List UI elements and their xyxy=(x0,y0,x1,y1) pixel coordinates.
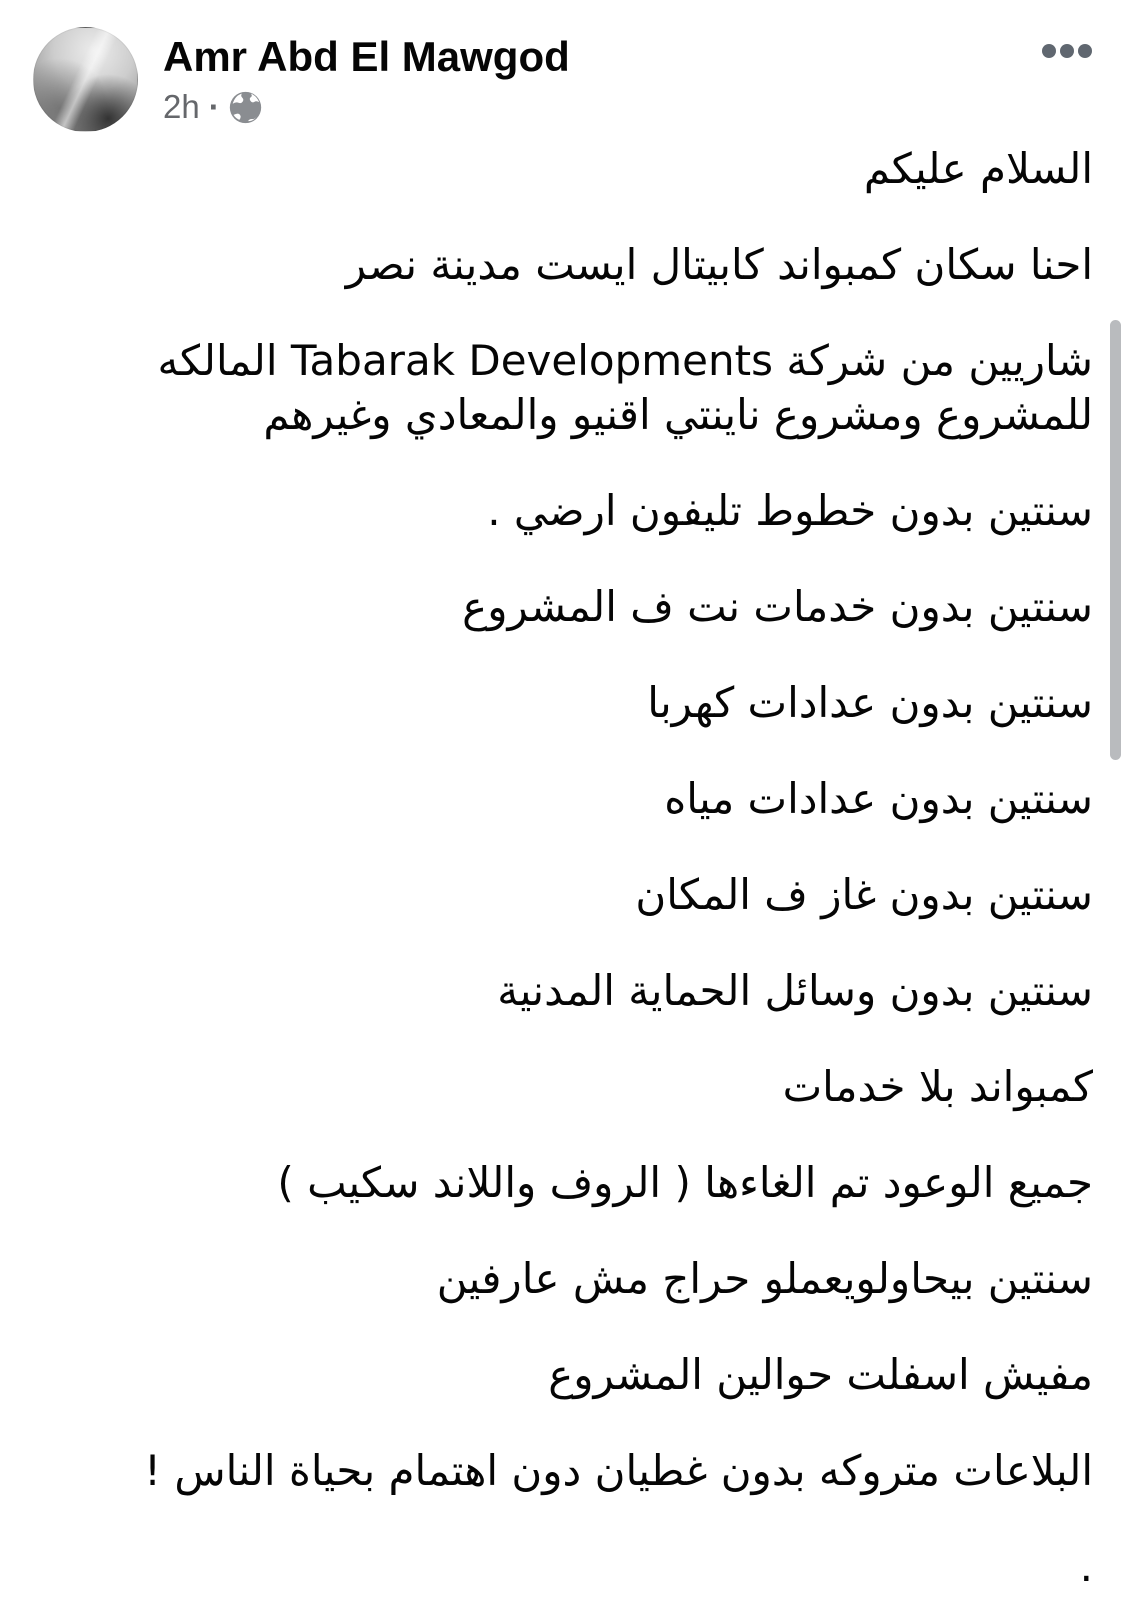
post-paragraph: البلاعات متروكه بدون غطيان دون اهتمام بحياة الناس ! xyxy=(144,1446,1093,1495)
post-paragraph: شاريين من شركة Tabarak Developments المالكه للمشروع ومشروع ناينتي اقنيو والمعادي وغيرهم xyxy=(157,336,1093,439)
post-paragraph: سنتين بدون عدادات كهربا xyxy=(647,678,1093,727)
post-paragraph: سنتين بدون خدمات نت ف المشروع xyxy=(462,582,1093,631)
post-paragraph: كمبواند بلا خدمات xyxy=(782,1062,1093,1111)
ellipsis-dot xyxy=(1042,44,1056,58)
avatar[interactable] xyxy=(33,27,138,132)
post-paragraph: سنتين بدون غاز ف المكان xyxy=(635,870,1093,919)
post-header xyxy=(0,0,1126,150)
scrollbar-thumb[interactable] xyxy=(1110,320,1121,760)
post-paragraph: احنا سكان كمبواند كابيتال ايست مدينة نصر xyxy=(345,240,1093,289)
post-paragraph: سنتين بدون خطوط تليفون ارضي . xyxy=(487,486,1093,535)
post-paragraph: سنتين بدون عدادات مياه xyxy=(664,774,1093,823)
post-content xyxy=(33,142,1093,1600)
ellipsis-dot xyxy=(1060,44,1074,58)
post-menu-button[interactable] xyxy=(1034,32,1100,70)
post-paragraph: السلام عليكم xyxy=(863,144,1093,193)
post-paragraph: جميع الوعود تم الغاءها ( الروف واللاند سكيب ) xyxy=(277,1158,1093,1207)
ellipsis-icon xyxy=(1042,44,1092,58)
post-meta xyxy=(163,88,262,126)
post-paragraph: مفيش اسفلت حوالين المشروع xyxy=(548,1350,1093,1399)
timestamp[interactable]: 2h xyxy=(163,88,200,125)
meta-separator: · xyxy=(208,88,220,125)
post-paragraph: . xyxy=(1079,1542,1093,1591)
author-name[interactable]: Amr Abd El Mawgod xyxy=(163,33,570,80)
post-paragraph: سنتين بيحاولويعملو حراج مش عارفين xyxy=(436,1254,1093,1303)
post-paragraph: سنتين بدون وسائل الحماية المدنية xyxy=(497,966,1093,1015)
ellipsis-dot xyxy=(1078,44,1092,58)
globe-public-icon xyxy=(229,91,262,124)
